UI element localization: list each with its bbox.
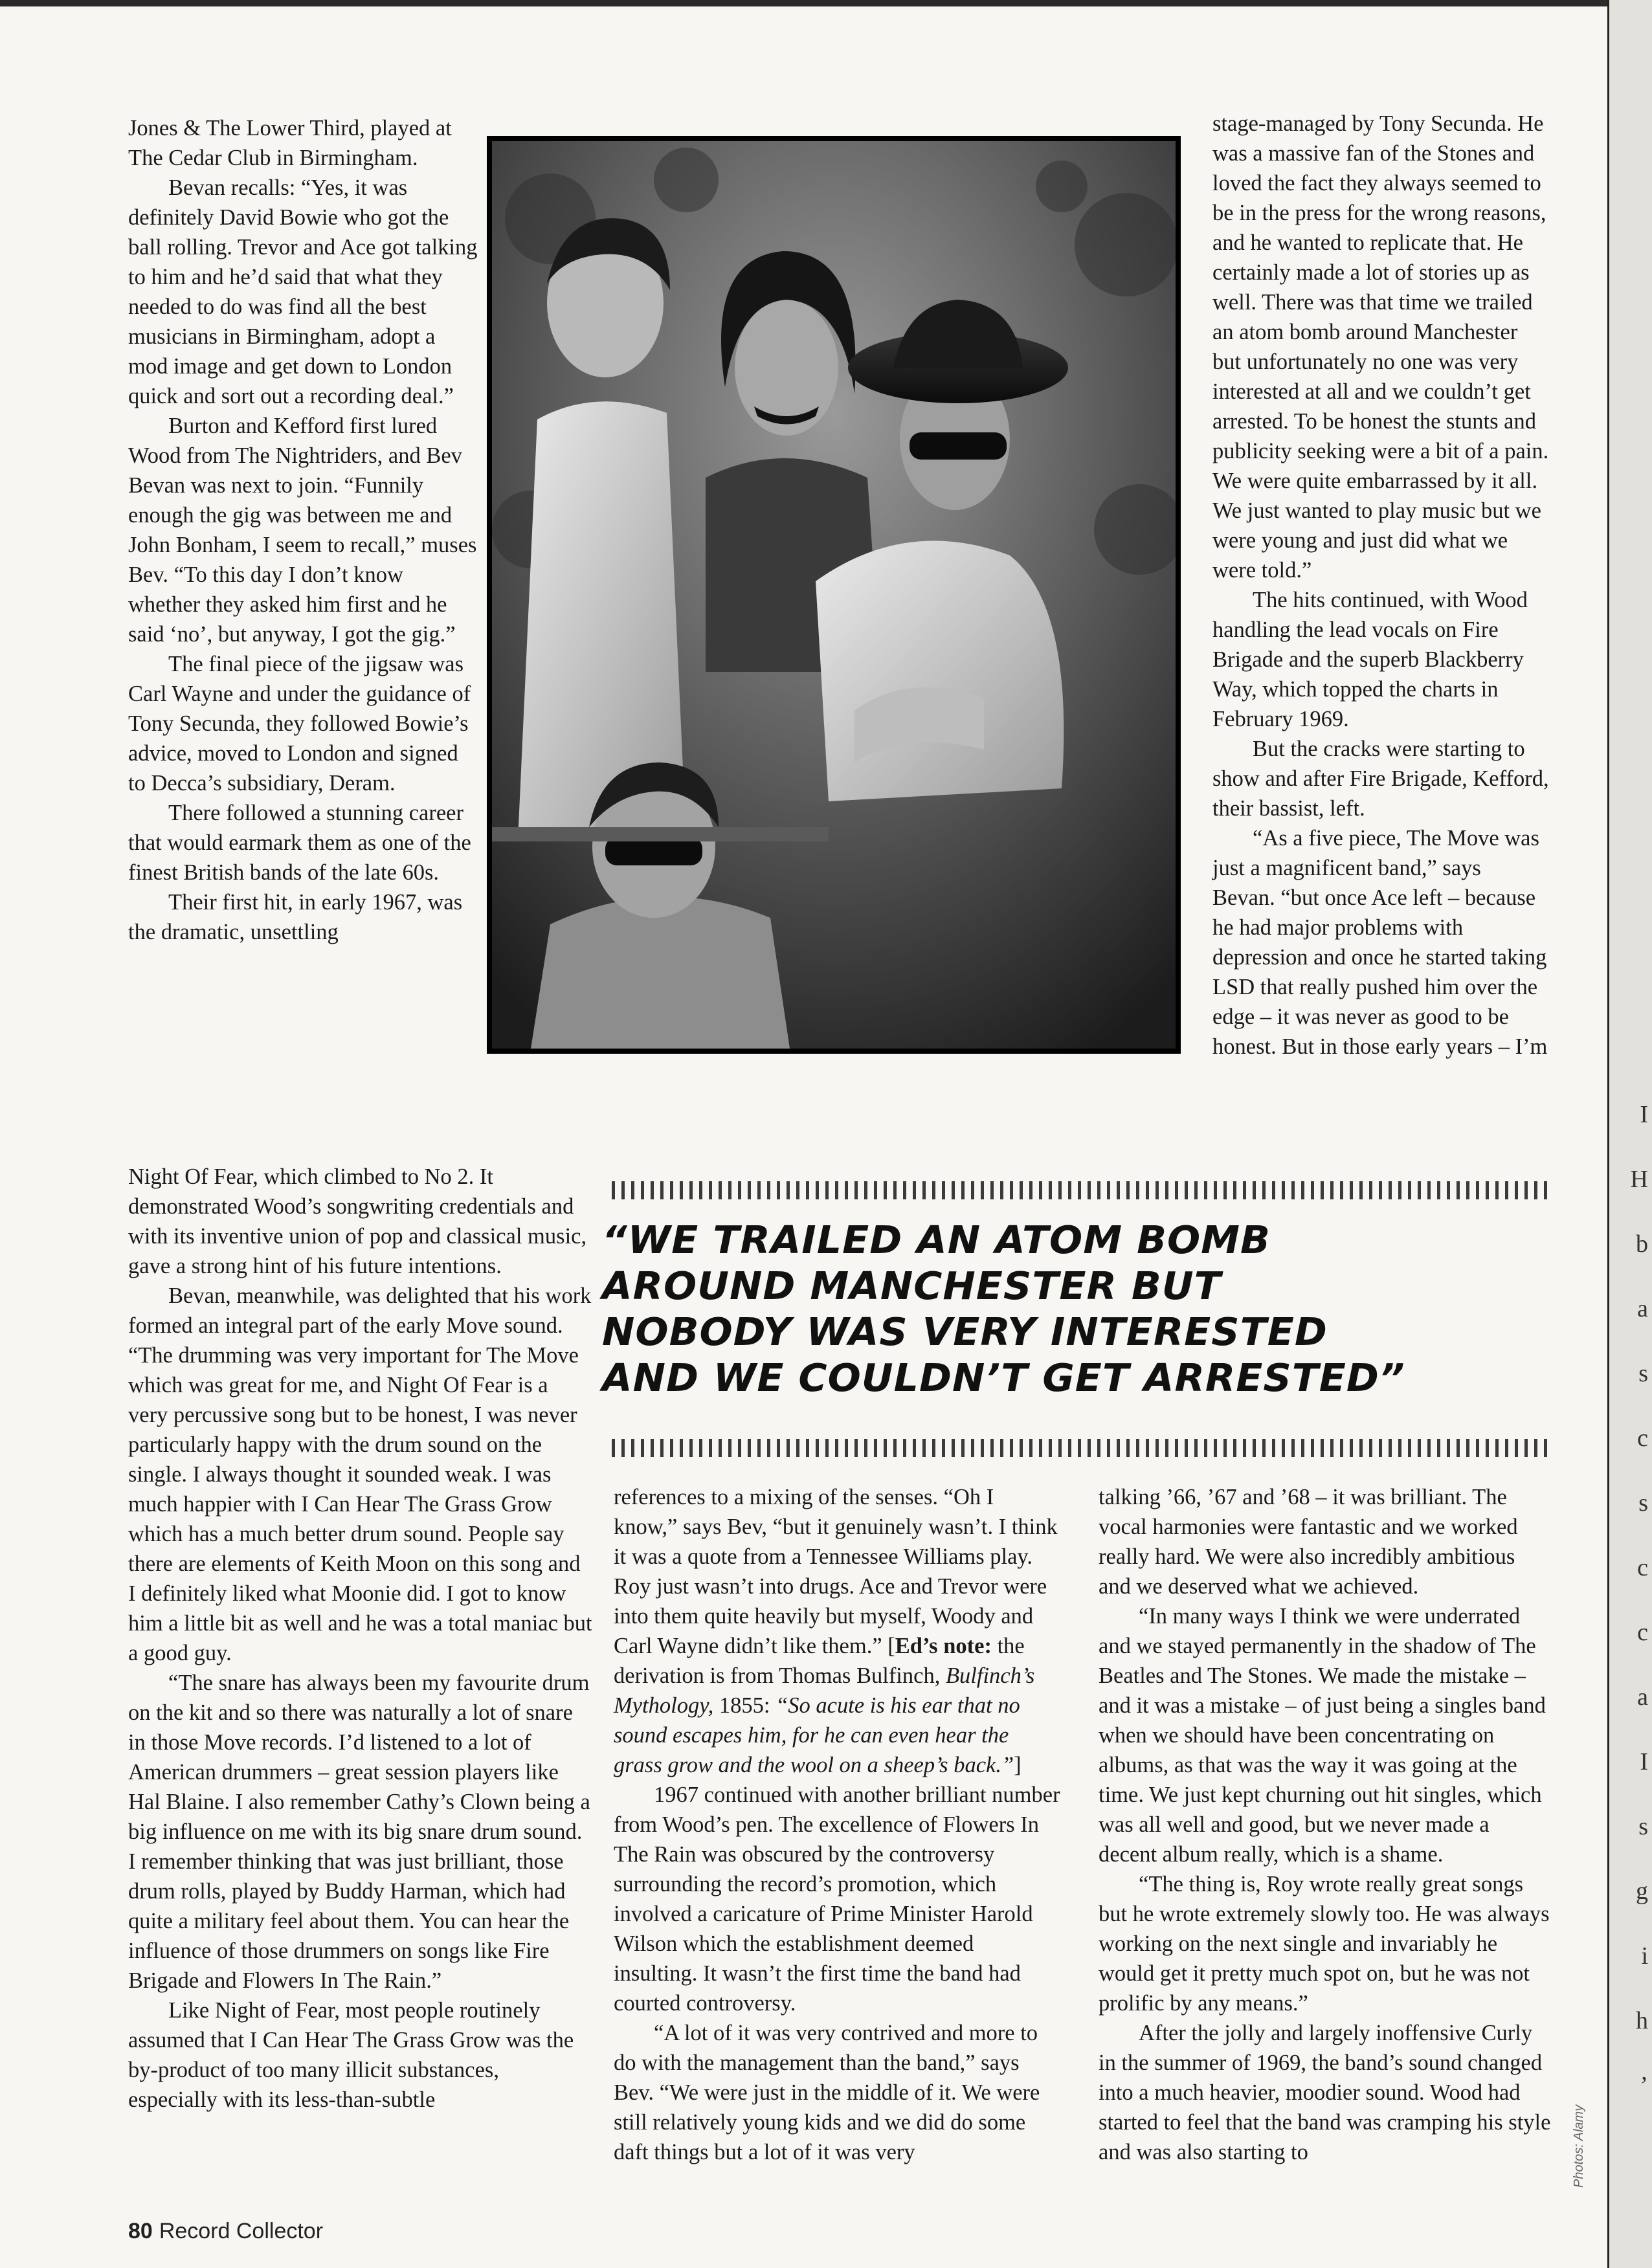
pullquote-rule-top (612, 1181, 1549, 1199)
band-photo (487, 136, 1181, 1054)
paragraph: “The snare has always been my favourite drum on the kit and so there was naturally a lot of snare in those Move records. I’d listened to a lot of American drummers – great session players like Hal Blaine. I also remember Cathy’s Clown being a big influence on me with its big snare drum sound. I remember thinking that was just brilliant, those drum rolls, played by Buddy Harman, which had quite a military feel about them. You can hear the influence of those drummers on songs like Fire Brigade and Flowers In The Rain.” (128, 1671, 590, 1993)
next-page-edge (1607, 0, 1652, 2268)
paragraph: “As a five piece, The Move was just a magnificent band,” says Bevan. “but once Ace left – because he had major problems with depression and once he started taking LSD that really pushed him over the edge – it was never as good to be honest. But in those early years – I’m (1212, 826, 1548, 1059)
text-run: 1855: (713, 1693, 776, 1718)
gutter-letter: s (1638, 1813, 1648, 1840)
pullquote-line: AROUND MANCHESTER BUT (602, 1263, 1222, 1308)
text-run: the derivation is from Thomas Bulfinch, (614, 1634, 1025, 1688)
column-left-top (128, 113, 478, 947)
page-number: 80 (128, 2219, 153, 2243)
paragraph: “The thing is, Roy wrote really great songs but he wrote extremely slowly too. He was always working on the next single and invariably he would get it pretty much spot on, but he was not prolific by any means.” (1099, 1872, 1550, 2016)
pullquote-rule-bottom (612, 1439, 1549, 1457)
gutter-letter: a (1637, 1684, 1648, 1711)
paragraph (614, 1482, 1062, 1780)
paragraph: Bevan, meanwhile, was delighted that his work formed an integral part of the early Move sound. “The drumming was very important for The Move which was great for me, and Night Of Fear is a very percussive song but to be honest, I was never particularly happy with the drum sound on the single. I always thought it sounded weak. I was much happier with I Can Hear The Grass Grow which has a much better drum sound. People say there are elements of Keith Moon on this song and I definitely liked what Moonie did. I got to know him a little bit as well and he was a total maniac but a good guy. (128, 1284, 592, 1665)
paragraph: Bevan recalls: “Yes, it was definitely David Bowie who got the ball rolling. Trevor and Ace got talking to him and he’d said that what they needed to do was find all the best musicians in Birmingham, adopt a mod image and get down to London quick and sort out a recording deal.” (128, 175, 478, 408)
column-right-top (1212, 109, 1549, 1062)
paragraph: “In many ways I think we were underrated and we stayed permanently in the shadow of The Beatles and The Stones. We made the mistake – and it was a mistake – of just being a singles band when we should have been concentrating on albums, as that was the way it was going at the time. We just kept churning out hit singles, which was all well and good, but we never made a decent album really, which is a shame. (1099, 1604, 1546, 1867)
paragraph: After the jolly and largely inoffensive Curly in the summer of 1969, the band’s sound changed into a much heavier, moodier sound. Wood had started to feel that the band was cramping his style and was also starting to (1099, 2021, 1551, 2164)
page-top-edge (0, 0, 1652, 6)
pullquote-line: AND WE COULDN’T GET ARRESTED” (602, 1355, 1405, 1400)
pullquote (602, 1217, 1560, 1401)
paragraph: But the cracks were starting to show and after Fire Brigade, Kefford, their bassist, left. (1212, 737, 1549, 821)
column-middle (614, 1482, 1062, 2167)
photo-credit (1572, 1994, 1591, 2201)
gutter-letter: i (1641, 1942, 1648, 1970)
editor-note-label: Ed’s note: (895, 1634, 992, 1658)
paragraph: Jones & The Lower Third, played at The Cedar Club in Birmingham. (128, 116, 452, 170)
gutter-letter: a (1637, 1295, 1648, 1322)
paragraph: talking ’66, ’67 and ’68 – it was brilliant. The vocal harmonies were fantastic and we worked really hard. We were also incredibly ambitious and we deserved what we achieved. (1099, 1485, 1518, 1599)
quote-italic: “So acute is his ear that no sound escapes him, for he can even hear the grass grow and the wool on a sheep’s back.” (614, 1693, 1020, 1777)
paragraph: 1967 continued with another brilliant number from Wood’s pen. The excellence of Flowers In The Rain was obscured by the controversy surrounding the record’s promotion, which involved a caricature of Prime Minister Harold Wilson which the establishment deemed insulting. It wasn’t the first time the band had courted controversy. (614, 1783, 1060, 2016)
text-run: references to a mixing of the senses. “Oh I know,” says Bev, “but it genuinely wasn’t. I think it was a quote from a Tennessee Williams play. Roy just wasn’t into drugs. Ace and Trevor were into them quite heavily but myself, Woody and Carl Wayne didn’t like them.” [ (614, 1485, 1058, 1658)
page-footer (128, 2219, 323, 2244)
column-right-bottom (1099, 1482, 1552, 2167)
gutter-letter: g (1636, 1878, 1648, 1905)
paragraph: The final piece of the jigsaw was Carl Wayne and under the guidance of Tony Secunda, they followed Bowie’s advice, moved to London and signed to Decca’s subsidiary, Deram. (128, 652, 471, 795)
gutter-letter: ’ (1640, 2072, 1648, 2099)
gutter-letter: s (1638, 1489, 1648, 1517)
gutter-letter: I (1640, 1748, 1648, 1775)
paragraph: stage-managed by Tony Secunda. He was a massive fan of the Stones and loved the fact they always seemed to be in the press for the wrong reasons, and he wanted to replicate that. He certainly made a lot of stories up as well. There was that time we trailed an atom bomb around Manchester but unfortunately no one was very interested at all and we couldn’t get arrested. To be honest the stunts and publicity seeking were a bit of a pain. We were quite embarrassed by it all. We just wanted to play music but we were young and just did what we were told.” (1212, 111, 1549, 583)
paragraph: There followed a stunning career that would earmark them as one of the finest British bands of the late 60s. (128, 801, 471, 885)
column-left-bottom (128, 1162, 593, 2115)
paragraph: “A lot of it was very contrived and more to do with the management than the band,” says Bev. “We were just in the middle of it. We were still relatively young kids and we did do some daft things but a lot of it was very (614, 2021, 1040, 2164)
paragraph: Like Night of Fear, most people routinely assumed that I Can Hear The Grass Grow was the by-product of too many illicit substances, especially with its less-than-subtle (128, 1998, 574, 2112)
gutter-letter: c (1637, 1619, 1648, 1646)
gutter-letter: c (1637, 1554, 1648, 1581)
gutter-letter: H (1630, 1166, 1648, 1193)
gutter-letter: I (1640, 1101, 1648, 1128)
gutter-letter: b (1636, 1230, 1648, 1258)
text-run: ] (1014, 1753, 1021, 1777)
paragraph: Burton and Kefford first lured Wood from The Nightriders, and Bev Bevan was next to join. “Funnily enough the gig was between me and John Bonham, I seem to recall,” muses Bev. “To this day I don’t know whether they asked him first and he said ‘no’, but anyway, I got the gig.” (128, 414, 477, 647)
photo-credit-text: Photos: Alamy (1572, 2104, 1586, 2188)
paragraph: The hits continued, with Wood handling the lead vocals on Fire Brigade and the superb Blackberry Way, which topped the charts in February 1969. (1212, 588, 1528, 731)
pullquote-line: “WE TRAILED AN ATOM BOMB (602, 1217, 1271, 1262)
gutter-letter: c (1637, 1425, 1648, 1452)
book-title: Bulfinch’s Mythology, (614, 1663, 1035, 1718)
paragraph: Night Of Fear, which climbed to No 2. It demonstrated Wood’s songwriting credentials and with its inventive union of pop and classical music, gave a strong hint of his future intentions. (128, 1164, 587, 1278)
pullquote-line: NOBODY WAS VERY INTERESTED (602, 1309, 1328, 1354)
gutter-letter: h (1636, 2007, 1648, 2034)
magazine-name: Record Collector (159, 2219, 324, 2243)
paragraph: Their first hit, in early 1967, was the dramatic, unsettling (128, 890, 463, 944)
gutter-letter: s (1638, 1360, 1648, 1387)
